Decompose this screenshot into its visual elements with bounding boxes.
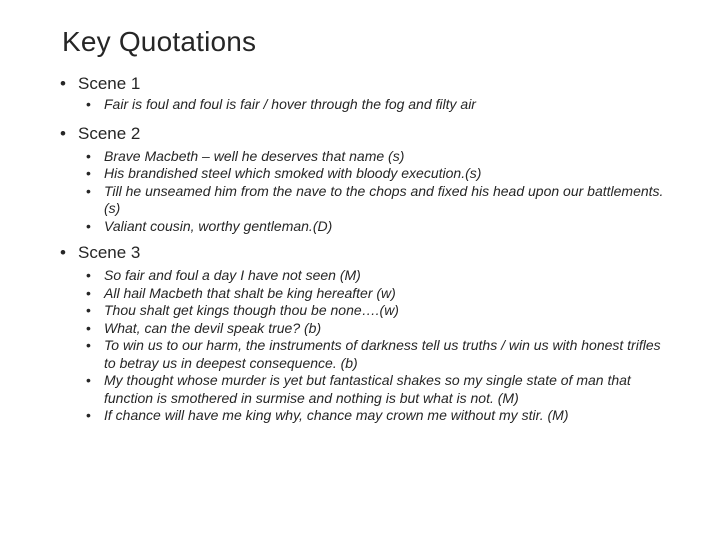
quote-text: Brave Macbeth – well he deserves that name (s) — [104, 147, 405, 164]
quote-item — [84, 267, 668, 285]
quote-item — [84, 372, 668, 407]
quote-text: All hail Macbeth that shalt be king hereafter (w) — [104, 284, 396, 301]
bullet-icon: • — [60, 243, 66, 262]
slide-title: Key Quotations — [62, 26, 257, 57]
slide-content — [58, 72, 668, 431]
quote-list — [58, 267, 668, 425]
bullet-icon: • — [60, 123, 66, 143]
bullet-icon: • — [86, 337, 91, 353]
quote-text: Thou shalt get kings though thou be none….(w) — [104, 302, 399, 318]
bullet-icon: • — [86, 182, 91, 199]
quote-item — [84, 218, 668, 236]
bullet-icon: • — [86, 284, 91, 301]
quote-text: Fair is foul and foul is fair / hover through the fog and filty air — [104, 96, 476, 112]
quote-item — [84, 302, 668, 320]
scene-1-section — [58, 72, 668, 114]
quote-text: Till he unseamed him from the nave to the chops and fixed his head upon our battlements.(s) — [104, 182, 664, 216]
scene-heading-label: Scene 2 — [78, 123, 141, 143]
quote-item — [84, 165, 668, 183]
scene-heading — [58, 122, 668, 146]
bullet-icon: • — [86, 372, 91, 388]
quote-list — [58, 96, 668, 114]
bullet-icon: • — [86, 165, 91, 181]
quote-item — [84, 285, 668, 303]
bullet-icon: • — [86, 302, 91, 318]
quote-text: So fair and foul a day I have not seen (M) — [104, 267, 361, 283]
bullet-icon: • — [86, 407, 91, 423]
scene-heading — [58, 72, 668, 96]
scene-heading-label: Scene 1 — [78, 74, 141, 93]
quote-text: His brandished steel which smoked with bloody execution.(s) — [104, 165, 482, 181]
quote-text: My thought whose murder is yet but fantastical shakes so my single state of man that function is smothered in surmise and nothing is but what is not. (M) — [104, 372, 631, 406]
quote-item — [84, 407, 668, 425]
bullet-icon: • — [86, 147, 91, 164]
quote-text: To win us to our harm, the instruments of darkness tell us truths / win us with honest trifles to betray us in deepest consequence. (b) — [104, 337, 661, 371]
scene-heading — [58, 241, 668, 265]
scene-heading-label: Scene 3 — [78, 243, 141, 262]
bullet-icon: • — [60, 74, 66, 93]
quote-item — [84, 320, 668, 338]
quote-text: If chance will have me king why, chance may crown me without my stir. (M) — [104, 407, 569, 423]
quote-item — [84, 96, 668, 114]
scene-3-section — [58, 241, 668, 425]
bullet-icon: • — [86, 217, 91, 234]
quote-text: What, can the devil speak true? (b) — [104, 319, 322, 336]
quote-item — [84, 183, 668, 218]
bullet-icon: • — [86, 96, 91, 112]
quote-item — [84, 148, 668, 166]
bullet-icon: • — [86, 267, 91, 283]
bullet-icon: • — [86, 319, 91, 336]
quote-text: Valiant cousin, worthy gentleman.(D) — [104, 217, 333, 234]
quote-list — [58, 148, 668, 236]
quote-item — [84, 337, 668, 372]
scene-2-section — [58, 122, 668, 236]
